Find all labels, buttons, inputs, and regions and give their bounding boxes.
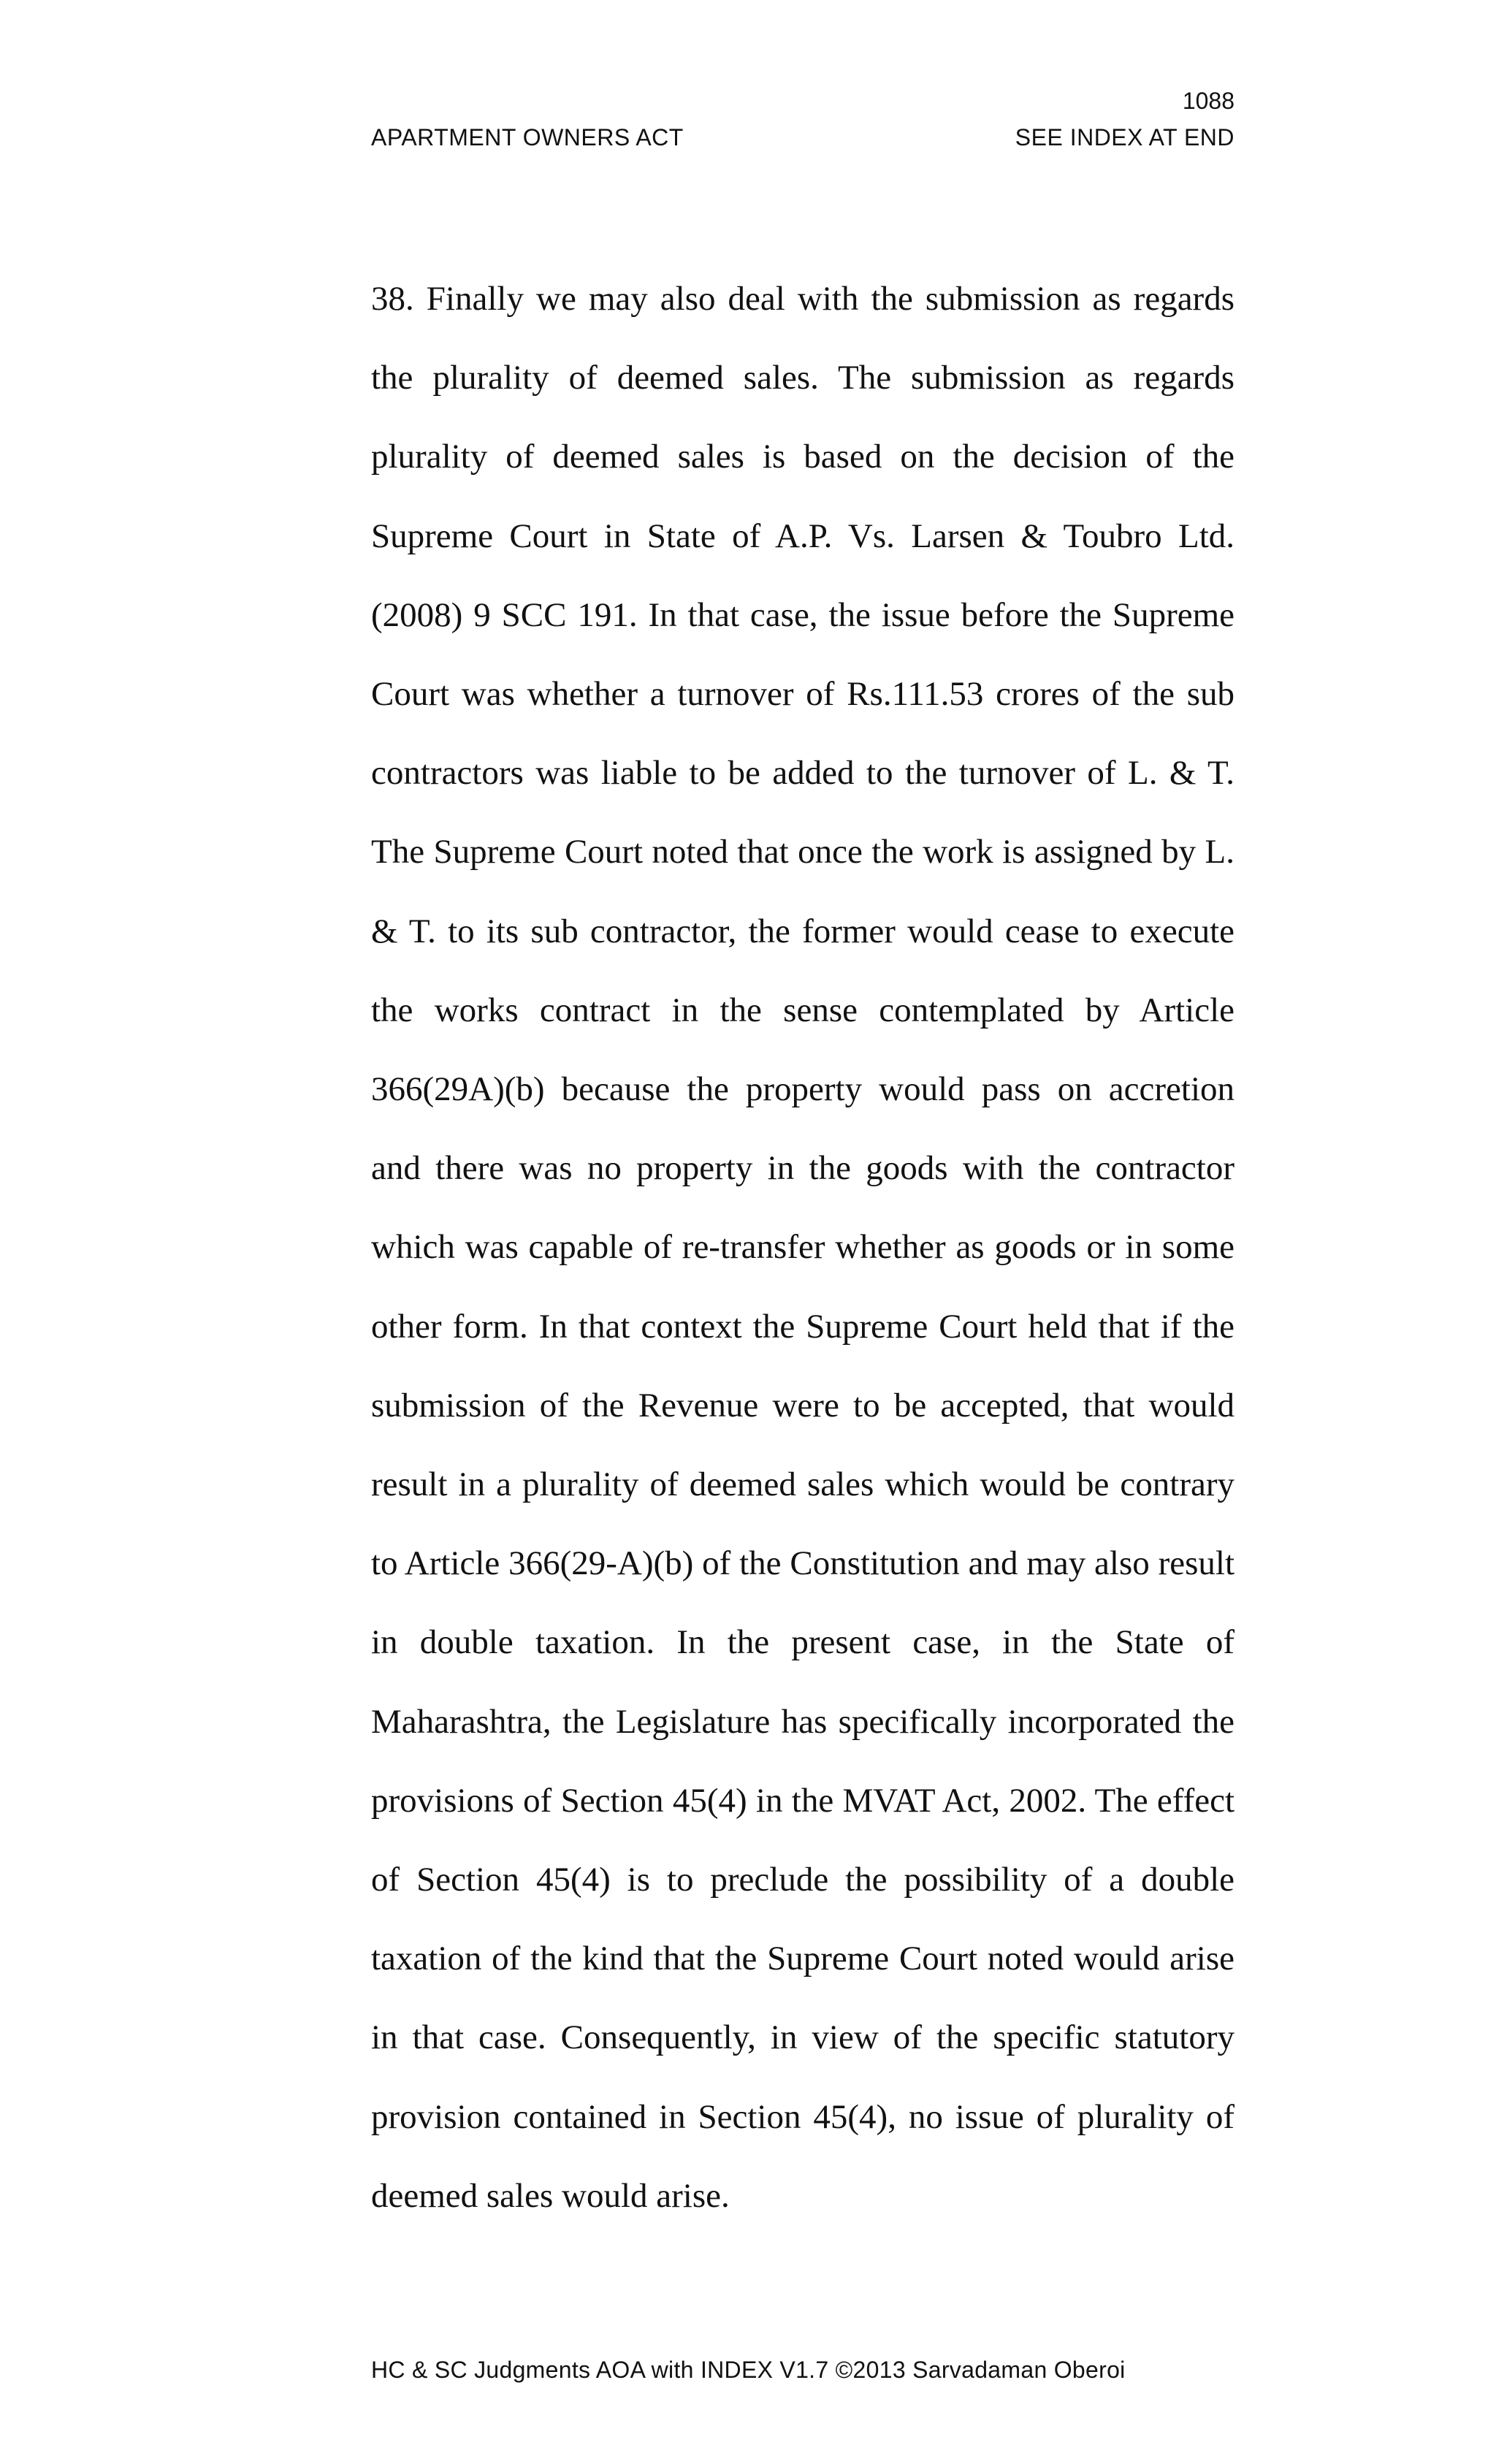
page-footer: HC & SC Judgments AOA with INDEX V1.7 ©2013 Sarvadaman Oberoi bbox=[371, 2357, 1126, 2383]
running-header-index-note: SEE INDEX AT END bbox=[1015, 124, 1234, 150]
running-header-title: APARTMENT OWNERS ACT bbox=[371, 124, 684, 150]
page-number: 1088 bbox=[1182, 88, 1234, 114]
paragraph-38: 38. Finally we may also deal with the submission as regards the plurality of deemed sales. The submission as regards plurality of deemed sales is based on the decision of the Supreme Court in State of A.P. Vs. Larsen & Toubro Ltd. (2008) 9 SCC 191. In that case, the issue before the Supreme Court was whether a turnover of Rs.111.53 crores of the sub contractors was liable to be added to the turnover of L. & T. The Supreme Court noted that once the work is assigned by L. & T. to its sub contractor, the former would cease to execute the works contract in the sense contemplated by Article 366(29A)(b) because the property would pass on accretion and there was no property in the goods with the contractor which was capable of re-transfer whether as goods or in some other form. In that context the Supreme Court held that if the submission of the Revenue were to be accepted, that would result in a plurality of deemed sales which would be contrary to Article 366(29-A)(b) of the Constitution and may also result in double taxation. In the present case, in the State of Maharashtra, the Legislature has specifically incorporated the provisions of Section 45(4) in the MVAT Act, 2002. The effect of Section 45(4) is to preclude the possibility of a double taxation of the kind that the Supreme Court noted would arise in that case. Consequently, in view of the specific statutory provision contained in Section 45(4), no issue of plurality of deemed sales would arise. bbox=[371, 280, 1234, 2215]
